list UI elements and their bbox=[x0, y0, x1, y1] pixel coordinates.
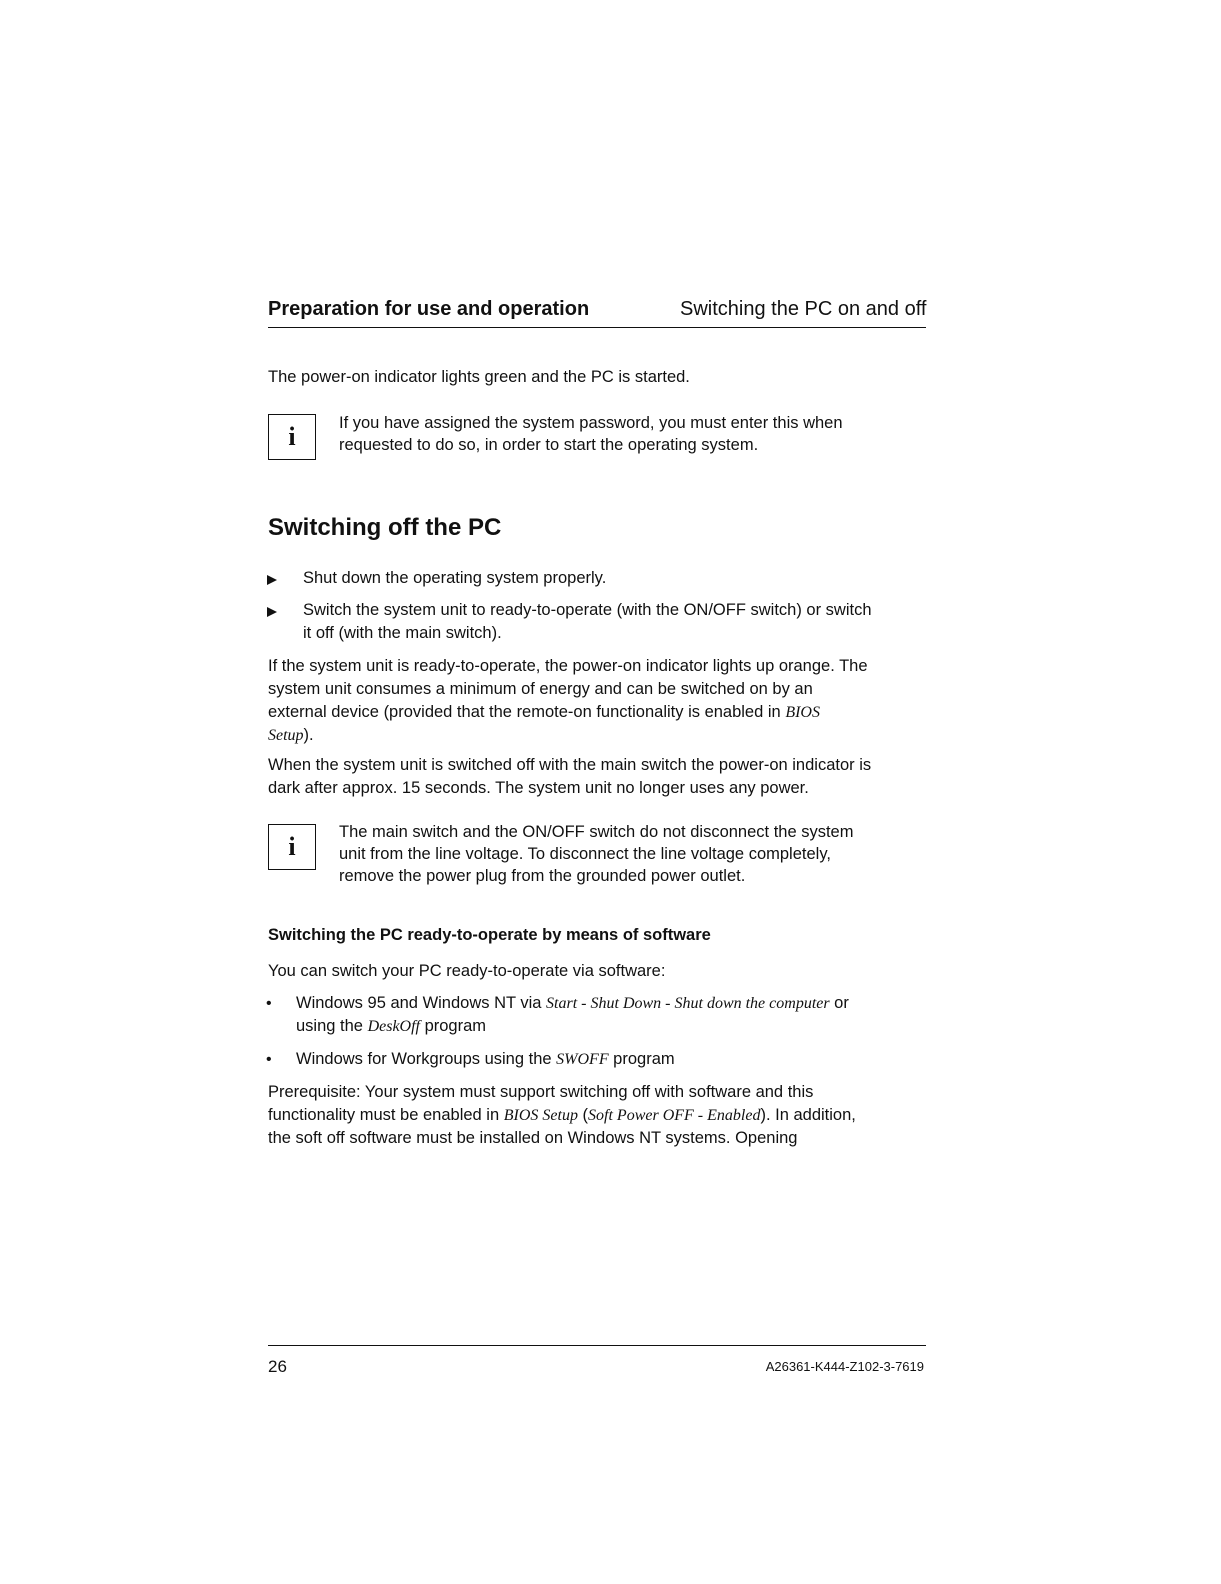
paragraph-standby bbox=[268, 655, 928, 747]
info-icon-glyph: i bbox=[288, 832, 296, 861]
prereq-line-2-mid: ( bbox=[577, 1106, 589, 1124]
step-1: Shut down the operating system properly. bbox=[303, 569, 607, 587]
bullet-windows-workgroups bbox=[296, 1048, 928, 1071]
info-note-2-line-3: remove the power plug from the grounded power outlet. bbox=[339, 867, 746, 885]
step-2-line-2: it off (with the main switch). bbox=[303, 624, 502, 642]
paragraph-standby-line-4 bbox=[268, 724, 928, 747]
bullet-1-line-2 bbox=[296, 1015, 928, 1038]
paragraph-main-switch bbox=[268, 754, 928, 800]
paragraph-standby-line-4-text: ). bbox=[303, 726, 314, 744]
step-arrow-icon bbox=[265, 573, 279, 587]
page-number: 26 bbox=[268, 1357, 287, 1376]
bullet-1-line-2-text: using the bbox=[296, 1017, 368, 1035]
info-note-1 bbox=[339, 412, 929, 456]
paragraph-standby-line-2: system unit consumes a minimum of energy and can be switched on by an bbox=[268, 680, 813, 698]
info-icon-glyph: i bbox=[288, 422, 296, 451]
paragraph-prerequisite-line-2 bbox=[268, 1104, 928, 1127]
info-note-2 bbox=[339, 821, 929, 887]
paragraph-prerequisite-line-3: the soft off software must be installed on Windows NT systems. Opening bbox=[268, 1129, 798, 1147]
swoff-term: SWOFF bbox=[556, 1051, 609, 1068]
bullet-dot: • bbox=[266, 995, 272, 1012]
bullet-2-text: Windows for Workgroups using the bbox=[296, 1050, 557, 1068]
prereq-line-2-end: ). In addition, bbox=[760, 1106, 856, 1124]
step-2 bbox=[303, 599, 928, 645]
menu-path: Start - Shut Down - Shut down the computer bbox=[546, 995, 830, 1012]
document-id: A26361-K444-Z102-3-7619 bbox=[765, 1359, 924, 1374]
step-2-line-1: Switch the system unit to ready-to-operate (with the ON/OFF switch) or switch bbox=[303, 601, 872, 619]
running-header-chapter: Preparation for use and operation bbox=[268, 298, 590, 320]
info-icon bbox=[268, 824, 316, 870]
bullet-1-line-2-end: program bbox=[420, 1017, 487, 1035]
paragraph-software: You can switch your PC ready-to-operate via software: bbox=[268, 962, 666, 980]
info-icon bbox=[268, 414, 316, 460]
setup-term: Setup bbox=[268, 727, 304, 744]
header-divider bbox=[268, 327, 926, 328]
info-note-1-line-2: requested to do so, in order to start the operating system. bbox=[339, 436, 759, 454]
subsection-heading: Switching the PC ready-to-operate by means of software bbox=[268, 926, 711, 944]
info-note-2-line-2: unit from the line voltage. To disconnect the line voltage completely, bbox=[339, 845, 831, 863]
footer-divider bbox=[268, 1345, 926, 1346]
bullet-1-line-1 bbox=[296, 992, 928, 1015]
step-arrow-icon bbox=[265, 605, 279, 619]
bios-term: BIOS bbox=[785, 704, 820, 721]
info-note-1-line-1: If you have assigned the system password, you must enter this when bbox=[339, 414, 843, 432]
paragraph-prerequisite bbox=[268, 1081, 928, 1150]
info-note-2-line-1: The main switch and the ON/OFF switch do not disconnect the system bbox=[339, 823, 854, 841]
paragraph-main-switch-line-1: When the system unit is switched off with the main switch the power-on indicator is bbox=[268, 756, 872, 774]
running-header-section: Switching the PC on and off bbox=[680, 298, 927, 320]
bullet-dot: • bbox=[266, 1051, 272, 1068]
deskoff-term: DeskOff bbox=[367, 1018, 420, 1035]
bios-setup-term: BIOS Setup bbox=[503, 1107, 578, 1124]
bullet-1-text-end: or bbox=[829, 994, 849, 1012]
paragraph-standby-line-3-text: external device (provided that the remote-on functionality is enabled in bbox=[268, 703, 786, 721]
soft-power-off-term: Soft Power OFF - Enabled bbox=[588, 1107, 761, 1124]
bullet-2-text-end: program bbox=[608, 1050, 675, 1068]
prereq-line-2-text: functionality must be enabled in bbox=[268, 1106, 504, 1124]
section-heading: Switching off the PC bbox=[268, 514, 502, 541]
paragraph-main-switch-line-2: dark after approx. 15 seconds. The system unit no longer uses any power. bbox=[268, 779, 809, 797]
bullet-windows-95-nt bbox=[296, 992, 928, 1038]
paragraph-prerequisite-line-1: Prerequisite: Your system must support switching off with software and this bbox=[268, 1083, 814, 1101]
bullet-1-text: Windows 95 and Windows NT via bbox=[296, 994, 547, 1012]
paragraph-standby-line-1: If the system unit is ready-to-operate, the power-on indicator lights up orange. The bbox=[268, 657, 868, 675]
intro-text: The power-on indicator lights green and the PC is started. bbox=[268, 368, 690, 386]
paragraph-standby-line-3 bbox=[268, 701, 928, 724]
